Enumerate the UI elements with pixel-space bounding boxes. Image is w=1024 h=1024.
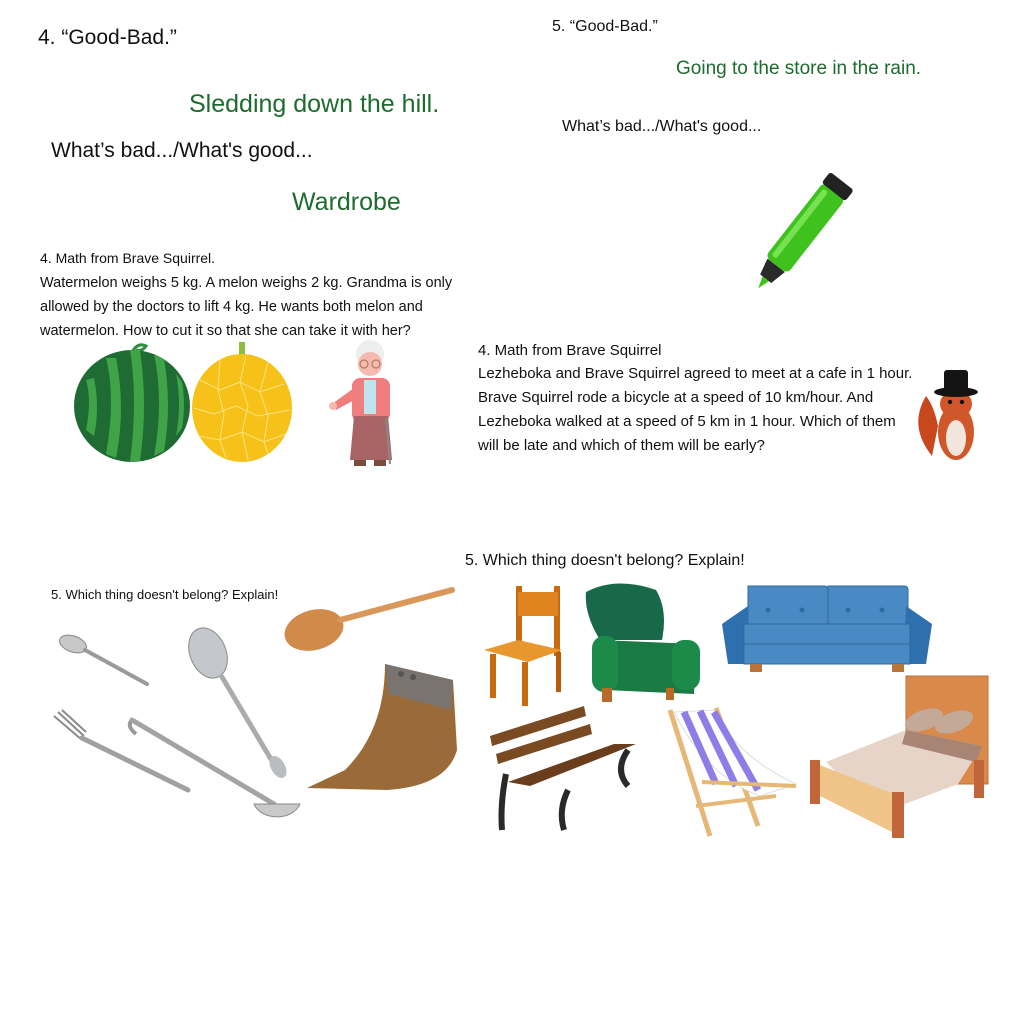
good-bad-topic-wardrobe: Wardrobe: [292, 188, 401, 216]
deck-chair-icon: [666, 706, 806, 842]
bench-icon: [488, 704, 638, 834]
sofa-icon: [720, 584, 934, 674]
armchair-icon: [580, 584, 702, 704]
chair-icon: [482, 586, 564, 706]
math-heading-left: 4. Math from Brave Squirrel.: [40, 250, 216, 266]
good-bad-heading-left: 4. “Good-Bad.”: [38, 26, 177, 49]
good-bad-topic-sledding: Sledding down the hill.: [189, 90, 440, 118]
ladle-icon: [124, 712, 304, 827]
good-bad-heading-right: 5. “Good-Bad.”: [552, 18, 658, 35]
wooden-spoon-icon: [282, 584, 457, 656]
teaspoon-icon: [55, 632, 155, 692]
melon-icon: [190, 340, 294, 462]
math-problem-speed: Lezheboka and Brave Squirrel agreed to meet at a cafe in 1 hour. Brave Squirrel rode a bicycle at a speed of 10 km/hour. And Lezheboka walked at a speed of 5 km in 1 hour. Which of them will be late and which of them will be early?: [478, 365, 913, 454]
good-bad-prompt-right: What’s bad.../What's good...: [562, 118, 762, 135]
odd-one-heading-left: 5. Which thing doesn't belong? Explain!: [51, 587, 279, 602]
good-bad-topic-rain: Going to the store in the rain.: [676, 58, 922, 79]
math-problem-melon: Watermelon weighs 5 kg. A melon weighs 2 kg. Grandma is only allowed by the doctors to lift 4 kg. He wants both melon and watermelon. How to cut it so that she can take it with her?: [40, 275, 453, 339]
grandma-icon: [328, 338, 410, 468]
math-heading-right: 4. Math from Brave Squirrel: [478, 342, 662, 359]
good-bad-prompt-left: What’s bad.../What's good...: [51, 139, 313, 162]
watermelon-icon: [74, 340, 192, 462]
odd-one-heading-right: 5. Which thing doesn't belong? Explain!: [465, 552, 745, 569]
excavator-bucket-icon: [305, 660, 463, 792]
squirrel-icon: [912, 366, 988, 464]
green-marker-icon: [740, 155, 880, 290]
bed-icon: [806, 674, 992, 840]
